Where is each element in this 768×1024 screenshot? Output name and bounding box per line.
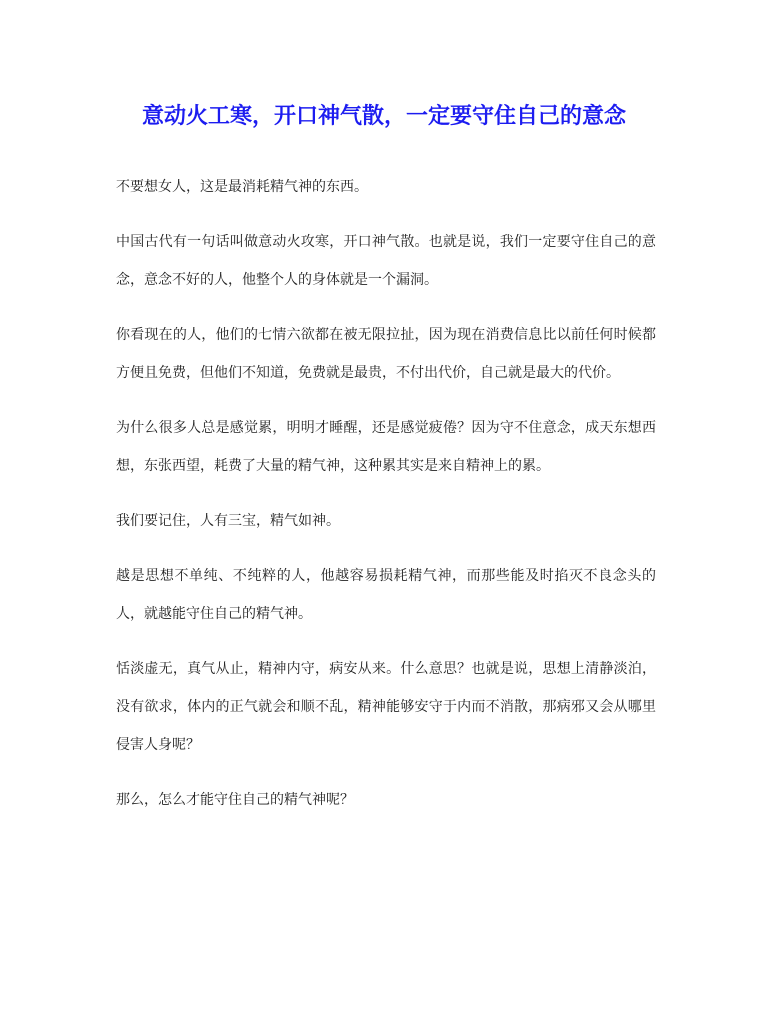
paragraph-2: 中国古代有一句话叫做意动火攻寒，开口神气散。也就是说，我们一定要守住自己的意念，意念不好的人，他整个人的身体就是一个漏洞。 (116, 234, 656, 288)
paragraph-1: 不要想女人，这是最消耗精气神的东西。 (116, 179, 368, 195)
paragraph-7: 恬淡虚无，真气从止，精神内守，病安从来。什么意思？也就是说，思想上清静淡泊，没有欲求，体内的正气就会和顺不乱，精神能够安守于内而不消散，那病邪又会从哪里侵害人身呢？ (116, 661, 656, 753)
paragraph-6: 越是思想不单纯、不纯粹的人，他越容易损耗精气神，而那些能及时掐灭不良念头的人，就越能守住自己的精气神。 (116, 568, 656, 622)
paragraph-8: 那么，怎么才能守住自己的精气神呢？ (116, 792, 354, 808)
document-body (116, 168, 656, 836)
paragraph-5: 我们要记住，人有三宝，精气如神。 (116, 513, 340, 529)
paragraph-3: 你看现在的人，他们的七情六欲都在被无限拉扯，因为现在消费信息比以前任何时候都方便且免费，但他们不知道，免费就是最贵，不付出代价，自己就是最大的代价。 (116, 327, 656, 381)
paragraph-4: 为什么很多人总是感觉累，明明才睡醒，还是感觉疲倦？因为守不住意念，成天东想西想，东张西望，耗费了大量的精气神，这种累其实是来自精神上的累。 (116, 420, 656, 474)
document-title: 意动火工寒，开口神气散，一定要守住自己的意念 (141, 104, 626, 129)
